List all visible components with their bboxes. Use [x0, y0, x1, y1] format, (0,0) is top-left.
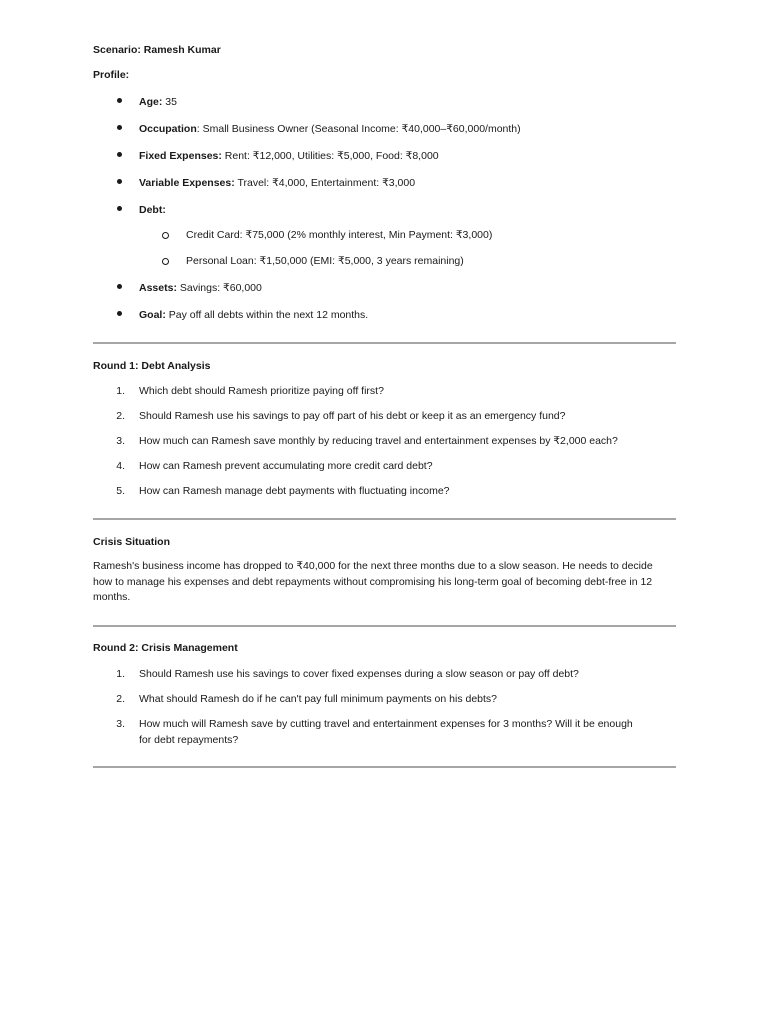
profile-occupation	[139, 122, 521, 136]
occupation-label: Occupation	[139, 123, 197, 135]
list-number: 5.	[116, 485, 125, 497]
age-value: 35	[162, 96, 177, 108]
round1-question: How can Ramesh manage debt payments with fluctuating income?	[139, 485, 450, 497]
list-number: 4.	[116, 460, 125, 472]
crisis-text: Ramesh's business income has dropped to ₹40,000 for the next three months due to a slow season. He needs to decide how to manage his expenses and debt repayments without compromising his long-term goal of becoming debt-free in 12 months.	[93, 560, 653, 603]
round2-question: Should Ramesh use his savings to cover fixed expenses during a slow season or pay off debt?	[139, 668, 579, 680]
section-divider	[93, 625, 676, 627]
profile-fixed-expenses	[139, 149, 439, 163]
section-divider	[93, 766, 676, 768]
round1-question: How much can Ramesh save monthly by reducing travel and entertainment expenses by ₹2,000 each?	[139, 435, 618, 447]
fixed-expenses-label: Fixed Expenses:	[139, 150, 222, 162]
assets-value: Savings: ₹60,000	[176, 282, 262, 294]
list-number: 2.	[116, 693, 125, 705]
sub-bullet-icon	[162, 232, 169, 239]
bullet-icon	[117, 311, 122, 316]
debt-label: Debt:	[139, 204, 166, 216]
bullet-icon	[117, 284, 122, 289]
round2-question-continued: for debt repayments?	[139, 734, 239, 746]
crisis-title: Crisis Situation	[93, 536, 171, 548]
section-divider	[93, 518, 676, 520]
round1-title: Round 1: Debt Analysis	[93, 360, 211, 372]
profile-age	[139, 95, 177, 109]
fixed-expenses-value: Rent: ₹12,000, Utilities: ₹5,000, Food: ₹8,000	[221, 150, 439, 162]
occupation-value: : Small Business Owner (Seasonal Income: ₹40,000–₹60,000/month)	[196, 123, 521, 135]
assets-label: Assets:	[139, 282, 177, 294]
round1-question: Which debt should Ramesh prioritize paying off first?	[139, 385, 384, 397]
variable-expenses-value: Travel: ₹4,000, Entertainment: ₹3,000	[234, 177, 416, 189]
bullet-icon	[117, 179, 122, 184]
profile-assets	[139, 281, 262, 295]
list-number: 2.	[116, 410, 125, 422]
round1-question: How can Ramesh prevent accumulating more credit card debt?	[139, 460, 433, 472]
section-divider	[93, 342, 676, 344]
profile-goal	[139, 308, 368, 322]
profile-heading: Profile:	[93, 69, 130, 81]
round1-question: Should Ramesh use his savings to pay off part of his debt or keep it as an emergency fund?	[139, 410, 566, 422]
list-number: 3.	[116, 435, 125, 447]
sub-bullet-icon	[162, 258, 169, 265]
bullet-icon	[117, 152, 122, 157]
round2-title: Round 2: Crisis Management	[93, 642, 238, 654]
list-number: 3.	[116, 718, 125, 730]
variable-expenses-label: Variable Expenses:	[139, 177, 235, 189]
bullet-icon	[117, 206, 122, 211]
round2-question: How much will Ramesh save by cutting travel and entertainment expenses for 3 months? Will it be enough	[139, 718, 633, 730]
debt-item-personal-loan: Personal Loan: ₹1,50,000 (EMI: ₹5,000, 3 years remaining)	[186, 255, 464, 267]
round2-question: What should Ramesh do if he can't pay full minimum payments on his debts?	[139, 693, 498, 705]
profile-variable-expenses	[139, 176, 415, 190]
list-number: 1.	[116, 385, 125, 397]
goal-value: Pay off all debts within the next 12 months.	[165, 309, 369, 321]
bullet-icon	[117, 98, 122, 103]
debt-item-credit-card: Credit Card: ₹75,000 (2% monthly interest, Min Payment: ₹3,000)	[186, 229, 493, 241]
bullet-icon	[117, 125, 122, 130]
list-number: 1.	[116, 668, 125, 680]
age-label: Age:	[139, 96, 163, 108]
scenario-title: Scenario: Ramesh Kumar	[93, 44, 221, 56]
goal-label: Goal:	[139, 309, 166, 321]
